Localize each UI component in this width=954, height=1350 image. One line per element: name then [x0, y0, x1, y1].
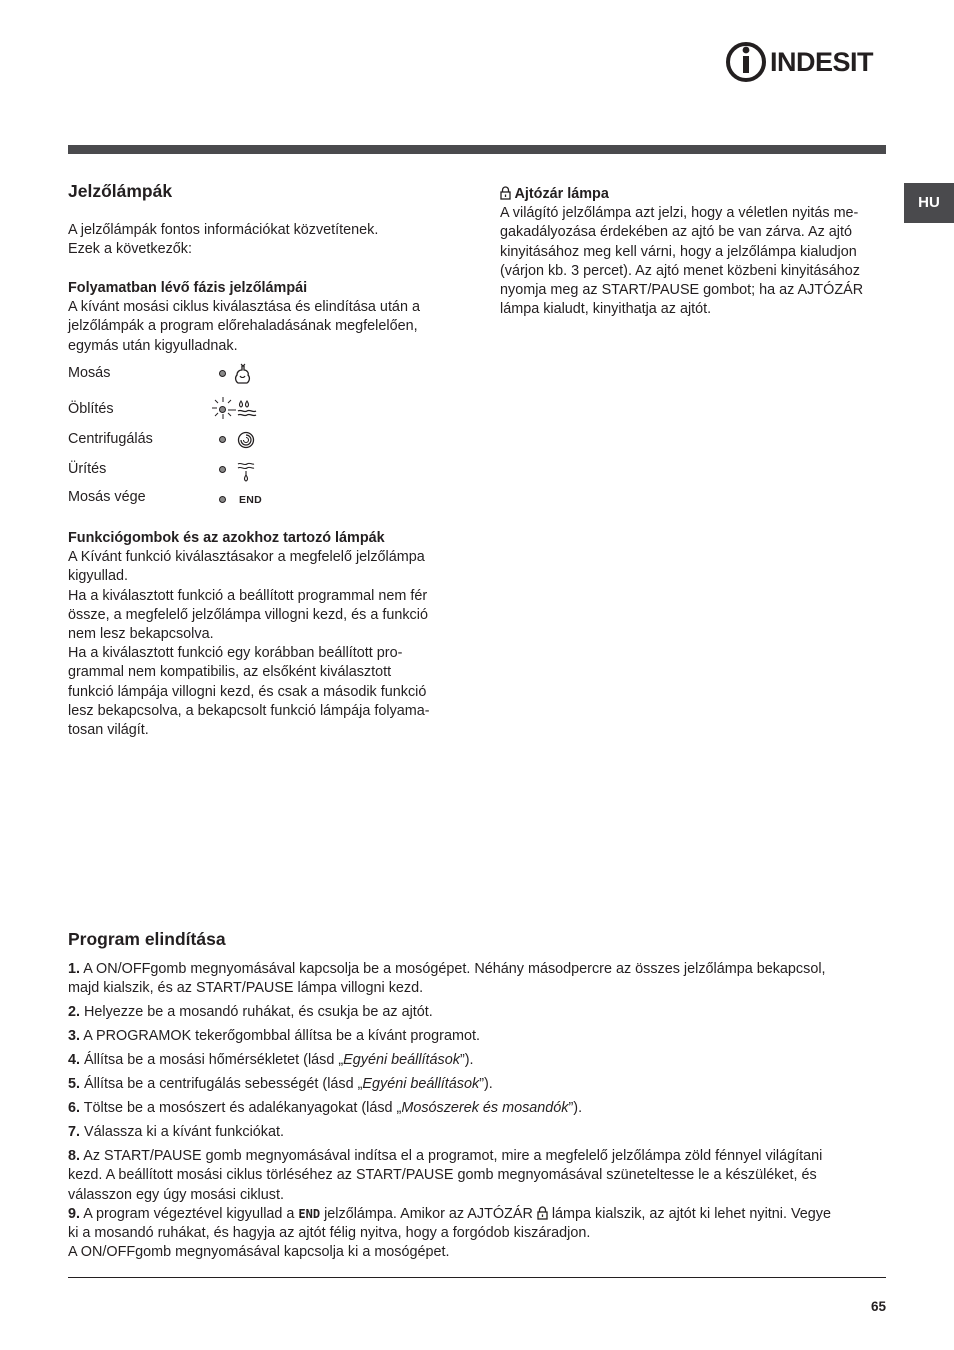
indicator-label: Mosás vége [68, 489, 146, 505]
step-text: ki a mosandó ruhákat, és hagyja az ajtót félig nyitva, hogy a forgódob kiszáradjon. [68, 1225, 591, 1242]
indicator-lamp [219, 466, 226, 473]
indesit-i-icon [726, 40, 768, 84]
phase-block [68, 279, 468, 356]
door-lock-line: kinyitásához meg kell várni, hogy a jelzőlámpa kialudjon [500, 243, 857, 260]
function-line: A Kívánt funkció kiválasztásakor a megfelelő jelzőlámpa [68, 549, 425, 566]
indicator-lamp [219, 436, 226, 443]
lock-icon [537, 1206, 548, 1220]
step-reference: Mosószerek és mosandók [401, 1100, 569, 1117]
page-number: 65 [870, 1299, 886, 1314]
indicator-row-end [68, 486, 328, 510]
language-tab: HU [904, 183, 954, 223]
program-step [68, 1003, 888, 1022]
program-step [68, 1205, 888, 1263]
rinse-icon [236, 398, 258, 420]
wash-icon [233, 362, 253, 386]
program-step [68, 960, 888, 998]
function-line: grammal nem kompatibilis, az elsőként kiválasztott [68, 664, 392, 681]
door-lock-heading-row [500, 185, 895, 204]
section-heading-program: Program elindítása [68, 929, 226, 949]
step-text: majd kialszik, és az START/PAUSE lámpa villogni kezd. [68, 980, 424, 997]
step-number: 3. [68, 1028, 81, 1045]
step-number: 9. [68, 1205, 81, 1222]
door-lock-heading: Ajtózár lámpa [514, 186, 609, 202]
step-text: A ON/OFFgomb megnyomásával kapcsolja be a mosógépet. Néhány másodpercre az összes jelzőlámpa bekapcsol, [83, 961, 826, 977]
door-lock-line: lámpa kialudt, kinyithatja az ajtót. [500, 301, 712, 318]
intro-line: Ezek a következők: [68, 241, 192, 258]
function-line: Ha a kiválasztott funkció a beállított programmal nem fér [68, 587, 428, 604]
step-text: ”). [479, 1076, 493, 1093]
drain-icon [236, 460, 256, 484]
phase-heading: Folyamatban lévő fázis jelzőlámpái [68, 280, 308, 296]
step-number: 7. [68, 1124, 81, 1141]
indicator-label: Öblítés [68, 401, 114, 417]
step-number: 5. [68, 1076, 81, 1093]
phase-line: jelzőlámpák a program előrehaladásának megfelelően, [68, 318, 418, 335]
step-text: A program végeztével kigyullad a [83, 1205, 299, 1222]
end-icon: END [298, 1206, 321, 1221]
program-steps [68, 960, 888, 1262]
door-lock-line: (várjon kb. 3 percet). Az ajtó menet közbeni kinyitásához [500, 262, 860, 279]
indicator-row-spin [68, 428, 328, 452]
intro-line: A jelzőlámpák fontos információkat közvetítenek. [68, 222, 379, 238]
step-text: Helyezze be a mosandó ruhákat, és csukja be az ajtót. [84, 1004, 433, 1021]
function-line: Ha a kiválasztott funkció egy korábban beállított pro- [68, 645, 403, 662]
function-line: funkció lámpája villogni kezd, és csak a második funkció [68, 683, 427, 700]
end-icon: END [239, 494, 263, 506]
indicator-row-rinse [68, 398, 328, 422]
step-reference: Egyéni beállítások [343, 1052, 460, 1069]
step-number: 6. [68, 1100, 81, 1117]
function-line: nem lesz bekapcsolva. [68, 626, 214, 643]
door-lock-line: nyomja meg az START/PAUSE gombot; ha az AJTÓZÁR [500, 282, 864, 299]
function-line: kigyullad. [68, 568, 128, 585]
step-number: 2. [68, 1004, 81, 1021]
step-number: 1. [68, 961, 81, 977]
program-step [68, 1147, 888, 1205]
program-step [68, 1051, 888, 1070]
step-text: Állítsa be a centrifugálás sebességét (lásd „ [84, 1076, 363, 1093]
indicator-label: Centrifugálás [68, 431, 153, 447]
door-lock-line: A világító jelzőlámpa azt jelzi, hogy a véletlen nyitás me- [500, 205, 859, 222]
function-block [68, 529, 468, 740]
indicator-lamp [219, 406, 226, 413]
section-heading-jelzolampak: Jelzőlámpák [68, 181, 173, 201]
door-lock-block [500, 185, 895, 319]
program-step [68, 1123, 888, 1142]
program-step [68, 1075, 888, 1094]
function-heading: Funkciógombok és az azokhoz tartozó lámpák [68, 530, 385, 546]
door-lock-line: gakadályozása érdekében az ajtó be van zárva. Az ajtó [500, 224, 853, 241]
step-text: A ON/OFFgomb megnyomásával kapcsolja ki a mosógépet. [68, 1244, 450, 1261]
lamp-dash-icon [228, 409, 236, 411]
function-line: össze, a megfelelő jelzőlámpa villogni kezd, és a funkció [68, 606, 428, 623]
indicator-row-wash [68, 362, 328, 386]
step-text: Válassza ki a kívánt funkciókat. [84, 1124, 284, 1141]
phase-line: A kívánt mosási ciklus kiválasztása és elindítása után a [68, 299, 420, 316]
spin-icon [236, 430, 256, 450]
indicator-lamp [219, 370, 226, 377]
step-text: Töltse be a mosószert és adalékanyagokat (lásd „ [83, 1100, 402, 1117]
step-text: A PROGRAMOK tekerőgombbal állítsa be a kívánt programot. [83, 1028, 480, 1045]
step-number: 4. [68, 1052, 81, 1069]
indesit-logo [726, 40, 888, 84]
step-text: ”). [459, 1052, 474, 1069]
program-step [68, 1099, 888, 1118]
step-text: Állítsa be a mosási hőmérsékletet (lásd „ [84, 1052, 344, 1069]
step-text: kezd. A beállított mosási ciklus törléséhez az START/PAUSE gomb megnyomásával szüneteltesse le a készüléket, és [68, 1167, 817, 1184]
program-step [68, 1027, 888, 1046]
step-text: lámpa kialszik, az ajtót ki lehet nyitni. Vegye [547, 1205, 831, 1222]
step-text: ”). [568, 1100, 583, 1117]
indicator-label: Mosás [68, 365, 111, 381]
brand-name: INDESIT [770, 47, 874, 77]
intro-text [68, 221, 468, 259]
indicator-label: Ürítés [68, 461, 107, 477]
step-text: válasszon egy úgy mosási ciklust. [68, 1186, 284, 1203]
phase-line: egymás után kigyulladnak. [68, 337, 238, 354]
step-text: jelzőlámpa. Amikor az AJTÓZÁR [320, 1205, 537, 1222]
step-number: 8. [68, 1148, 81, 1165]
header-rule [68, 145, 886, 154]
step-text: Az START/PAUSE gomb megnyomásával indítsa el a programot, mire a megfelelő jelzőlámpa zöld fénnyel világítani [83, 1148, 823, 1165]
function-line: tosan világít. [68, 722, 149, 739]
lock-icon [500, 186, 511, 200]
function-line: lesz bekapcsolva, a bekapcsolt funkció lámpája folyama- [68, 702, 430, 719]
step-reference: Egyéni beállítások [362, 1076, 480, 1093]
footer-rule [68, 1277, 886, 1278]
indicator-lamp [219, 496, 226, 503]
indicator-row-drain [68, 458, 328, 482]
